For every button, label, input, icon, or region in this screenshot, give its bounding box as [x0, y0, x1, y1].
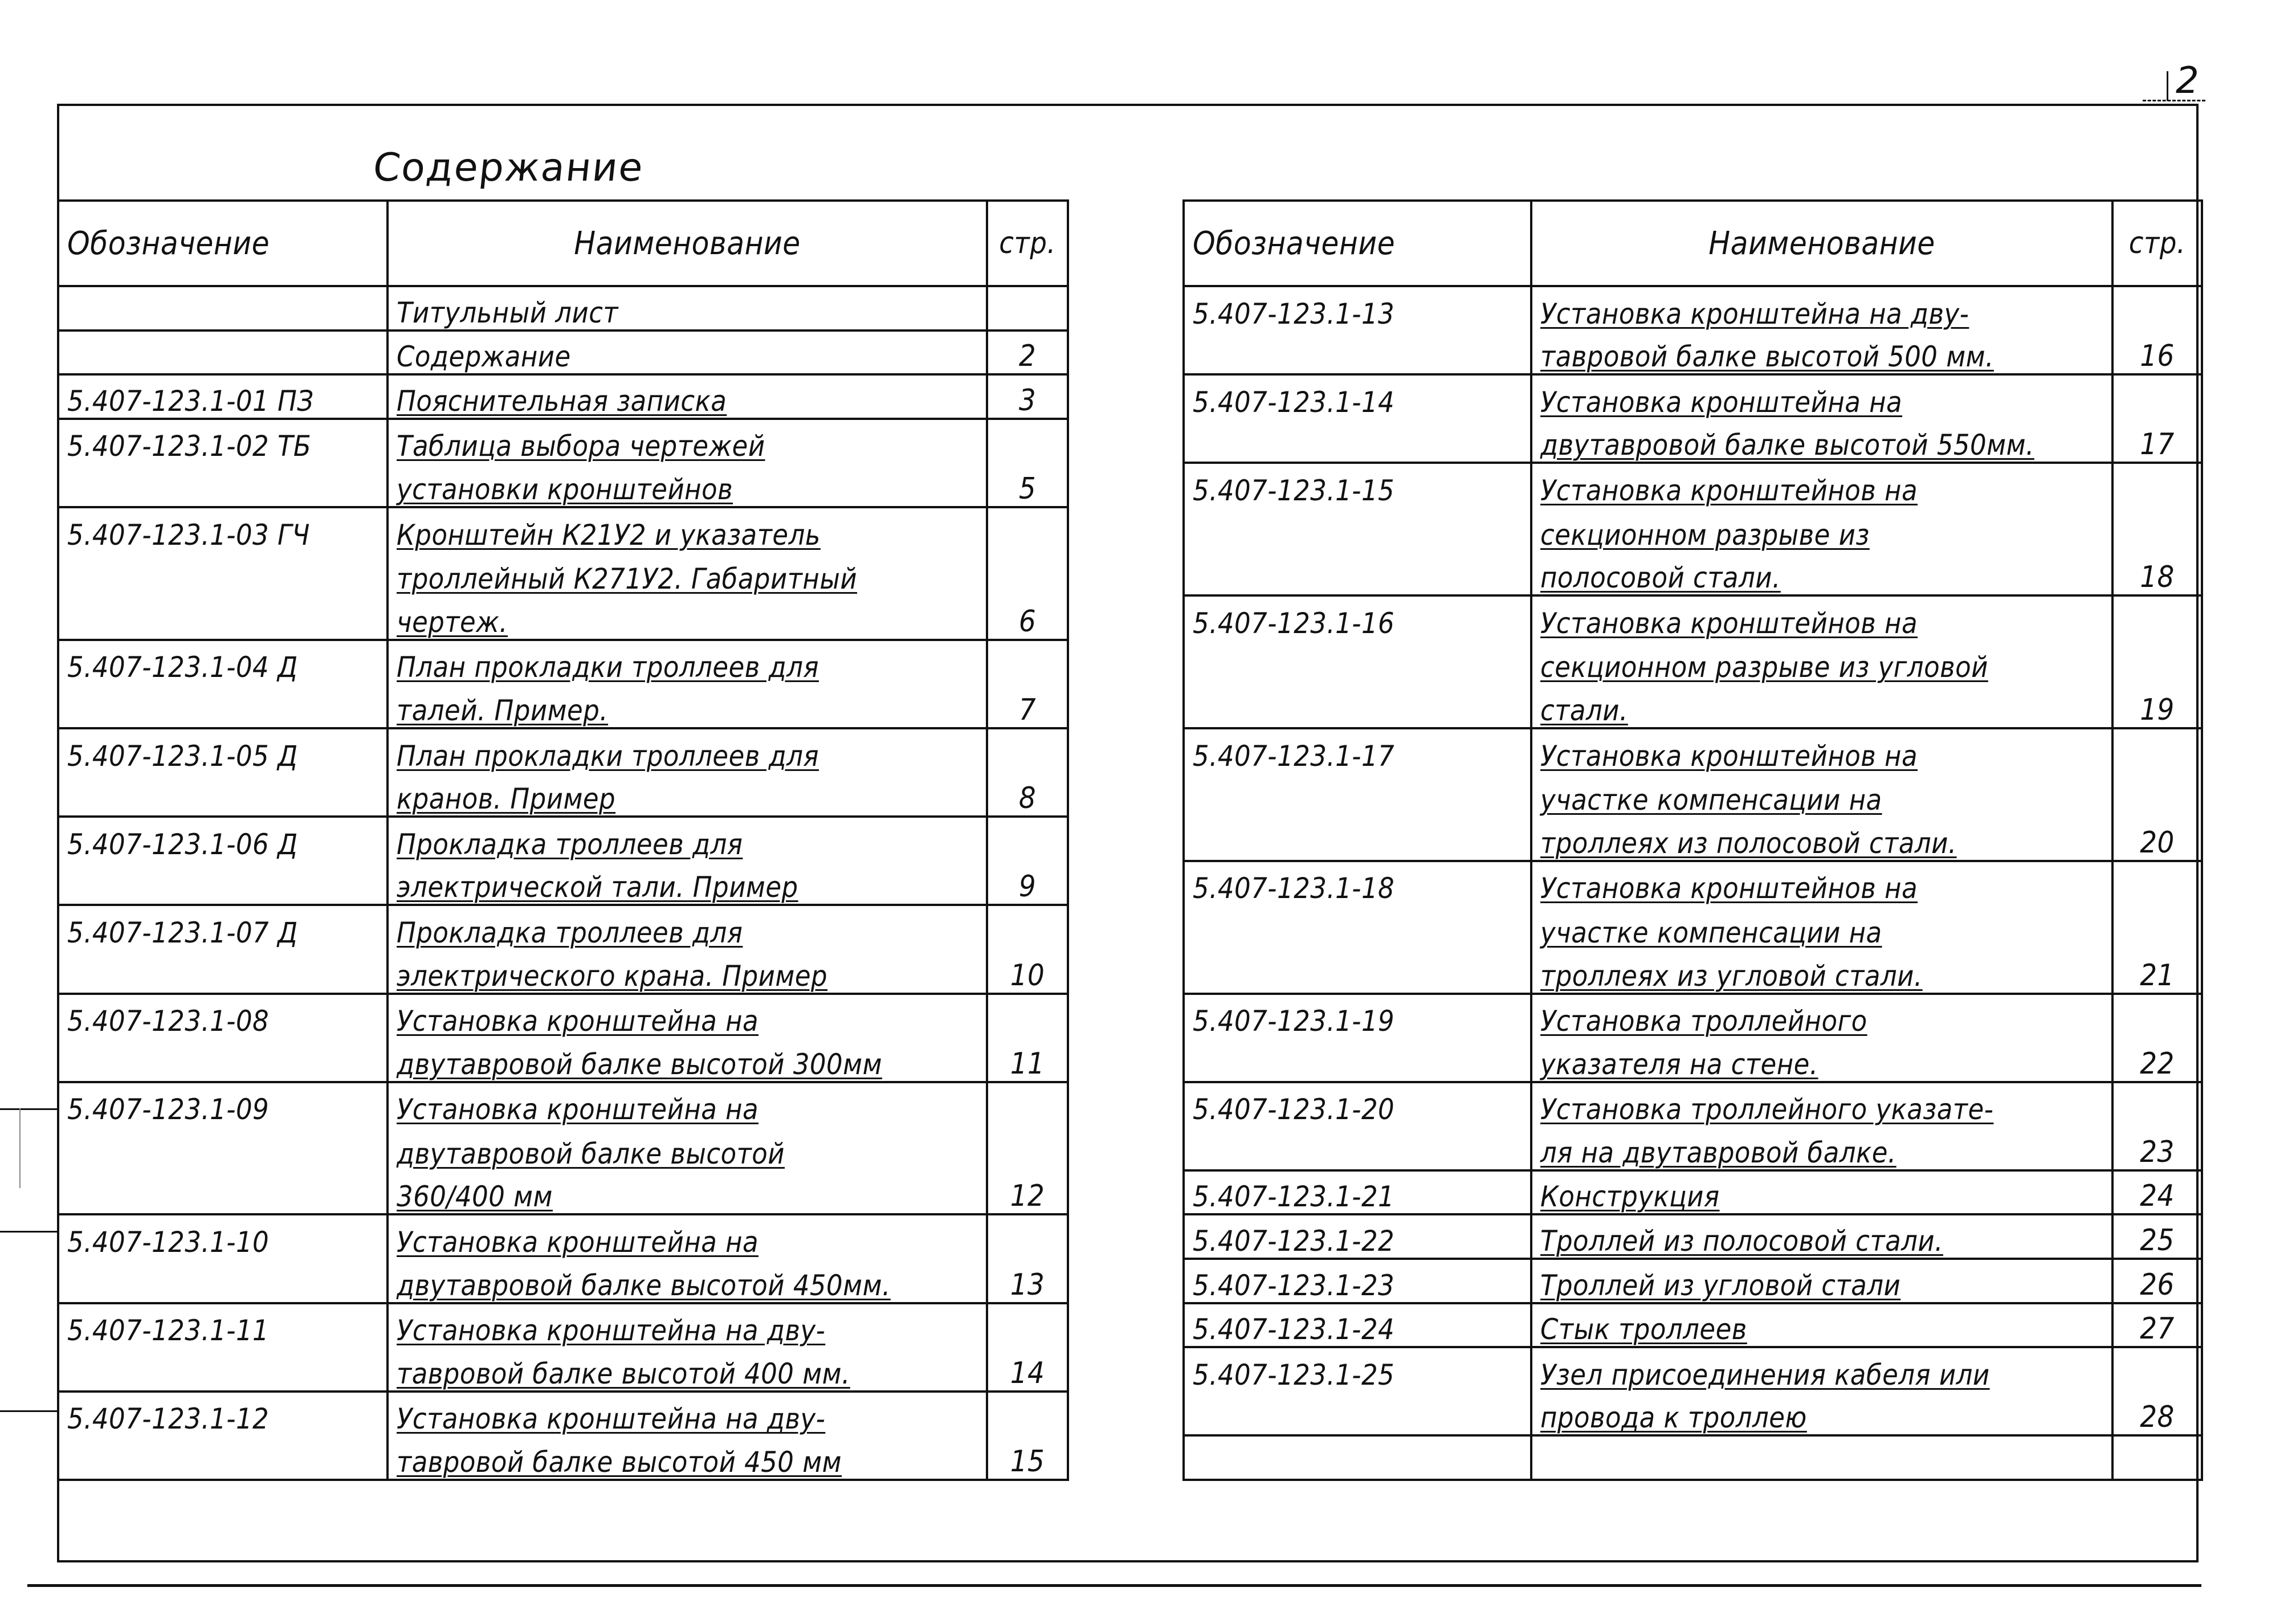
- row-name: тавровой балке высотой 400 мм.: [388, 1347, 987, 1392]
- table-row: [58, 1170, 1068, 1215]
- table-row: [58, 1347, 1068, 1392]
- row-designation: 5.407-123.1-03 ГЧ: [58, 507, 388, 552]
- table-row: [58, 861, 1068, 905]
- row-page: 16: [2112, 330, 2202, 375]
- row-name: кранов. Пример: [388, 773, 987, 817]
- table-row: [58, 640, 1068, 684]
- margin-tick: [0, 1108, 59, 1110]
- row-designation: [1184, 949, 1531, 994]
- row-designation: 5.407-123.1-05 Д: [58, 728, 388, 773]
- row-page: [2112, 773, 2202, 817]
- table-row: [1184, 1347, 2202, 1392]
- row-name: Стык троллеев: [1531, 1303, 2112, 1348]
- row-designation: [1184, 507, 1531, 552]
- row-designation: [1184, 419, 1531, 463]
- row-name: Узел присоединения кабеля или: [1531, 1347, 2112, 1392]
- row-designation: 5.407-123.1-20: [1184, 1082, 1531, 1127]
- margin-tick: [0, 1410, 59, 1412]
- row-designation: [1184, 817, 1531, 861]
- row-name: Кронштейн К21У2 и указатель: [388, 507, 987, 552]
- row-name: План прокладки троллеев для: [388, 728, 987, 773]
- row-designation: [58, 861, 388, 905]
- row-page: [2112, 374, 2202, 419]
- row-page: 17: [2112, 419, 2202, 463]
- header-name: Наименование: [1531, 201, 2112, 286]
- row-designation: 5.407-123.1-24: [1184, 1303, 1531, 1348]
- row-page: [987, 1392, 1068, 1436]
- row-page: 27: [2112, 1303, 2202, 1348]
- row-designation: 5.407-123.1-16: [1184, 595, 1531, 640]
- table-row: [1184, 286, 2202, 330]
- document-title: Содержание: [370, 145, 646, 190]
- row-designation: [1184, 773, 1531, 817]
- row-page: [987, 1126, 1068, 1170]
- row-name: тавровой балке высотой 450 мм: [388, 1435, 987, 1480]
- row-name: провода к троллею: [1531, 1392, 2112, 1436]
- row-page: 22: [2112, 1038, 2202, 1082]
- table-row: [1184, 949, 2202, 994]
- row-page: 6: [987, 595, 1068, 640]
- contents-table-left: [57, 199, 1069, 1481]
- table-row: [1184, 1038, 2202, 1082]
- row-page: [987, 905, 1068, 949]
- row-page: 9: [987, 861, 1068, 905]
- page-number: 2: [2176, 60, 2199, 102]
- table-header-row: [58, 201, 1068, 286]
- row-name: Троллей из полосовой стали.: [1531, 1214, 2112, 1259]
- row-designation: 5.407-123.1-12: [58, 1392, 388, 1436]
- row-name: План прокладки троллеев для: [388, 640, 987, 684]
- row-name: Установка кронштейна на: [1531, 374, 2112, 419]
- row-name: Конструкция: [1531, 1170, 2112, 1215]
- row-name: Установка кронштейна на дву-: [388, 1392, 987, 1436]
- row-page: [2112, 286, 2202, 330]
- row-page: 21: [2112, 949, 2202, 994]
- row-designation: [58, 595, 388, 640]
- row-page: [2112, 728, 2202, 773]
- table-row: [58, 773, 1068, 817]
- row-page: 24: [2112, 1170, 2202, 1215]
- row-page: 20: [2112, 817, 2202, 861]
- table-row: [1184, 374, 2202, 419]
- contents-table-right: [1182, 199, 2203, 1481]
- row-name: установки кронштейнов: [388, 463, 987, 507]
- row-name: Титульный лист: [388, 286, 987, 330]
- row-name: стали.: [1531, 684, 2112, 728]
- row-page: 8: [987, 773, 1068, 817]
- row-designation: [58, 1038, 388, 1082]
- table-row: [58, 1303, 1068, 1348]
- row-page: [987, 994, 1068, 1038]
- row-name: электрического крана. Пример: [388, 949, 987, 994]
- row-name: 360/400 мм: [388, 1170, 987, 1215]
- row-name: талей. Пример.: [388, 684, 987, 728]
- row-page: [987, 1303, 1068, 1348]
- header-designation: Обозначение: [58, 201, 388, 286]
- table-row: [1184, 1214, 2202, 1259]
- row-name: секционном разрыве из: [1531, 507, 2112, 552]
- row-name: указателя на стене.: [1531, 1038, 2112, 1082]
- row-name: Установка кронштейна на: [388, 1214, 987, 1259]
- margin-stub: [19, 1108, 21, 1188]
- table-header-row: [1184, 201, 2202, 286]
- row-name: участке компенсации на: [1531, 905, 2112, 949]
- table-row: [58, 595, 1068, 640]
- table-row: [1184, 1259, 2202, 1303]
- row-name: Установка кронштейна на: [388, 1082, 987, 1127]
- table-row: [1184, 994, 2202, 1038]
- table-row: [58, 728, 1068, 773]
- table-row: [58, 684, 1068, 728]
- row-designation: [58, 1435, 388, 1480]
- row-page: [987, 552, 1068, 596]
- table-row: [58, 1392, 1068, 1436]
- table-row: [1184, 1303, 2202, 1348]
- table-row: [1184, 1082, 2202, 1127]
- row-page: [2112, 1435, 2202, 1480]
- row-designation: 5.407-123.1-22: [1184, 1214, 1531, 1259]
- row-name: троллеях из угловой стали.: [1531, 949, 2112, 994]
- margin-tick: [0, 1231, 59, 1233]
- row-designation: [1184, 552, 1531, 596]
- table-row: [58, 905, 1068, 949]
- row-name: участке компенсации на: [1531, 773, 2112, 817]
- row-page: 23: [2112, 1126, 2202, 1170]
- row-designation: [58, 684, 388, 728]
- row-name: Таблица выбора чертежей: [388, 419, 987, 463]
- row-name: двутавровой балке высотой 550мм.: [1531, 419, 2112, 463]
- row-designation: [58, 330, 388, 375]
- table-row: [58, 463, 1068, 507]
- table-row: [58, 1214, 1068, 1259]
- row-page: [2112, 861, 2202, 905]
- row-page: [2112, 463, 2202, 507]
- table-row: [58, 1126, 1068, 1170]
- row-designation: 5.407-123.1-09: [58, 1082, 388, 1127]
- row-designation: 5.407-123.1-21: [1184, 1170, 1531, 1215]
- table-row: [1184, 552, 2202, 596]
- table-row: [58, 994, 1068, 1038]
- row-name: Установка кронштейнов на: [1531, 861, 2112, 905]
- row-page: 18: [2112, 552, 2202, 596]
- row-page: 7: [987, 684, 1068, 728]
- table-row: [1184, 330, 2202, 375]
- table-row: [1184, 640, 2202, 684]
- row-name: двутавровой балке высотой: [388, 1126, 987, 1170]
- row-page: [2112, 1347, 2202, 1392]
- row-name: Установка кронштейнов на: [1531, 463, 2112, 507]
- row-designation: 5.407-123.1-07 Д: [58, 905, 388, 949]
- table-row: [1184, 1435, 2202, 1480]
- row-name: Установка троллейного указате-: [1531, 1082, 2112, 1127]
- header-page: стр.: [987, 201, 1068, 286]
- table-row: [58, 419, 1068, 463]
- corner-tick: [2167, 71, 2168, 101]
- row-designation: [58, 1126, 388, 1170]
- table-row: [1184, 1170, 2202, 1215]
- row-designation: [58, 1347, 388, 1392]
- row-designation: [58, 552, 388, 596]
- row-page: [987, 419, 1068, 463]
- row-page: 28: [2112, 1392, 2202, 1436]
- table-row: [58, 374, 1068, 419]
- row-page: 10: [987, 949, 1068, 994]
- bottom-rule: [27, 1584, 2201, 1587]
- row-designation: [1184, 905, 1531, 949]
- row-name: Содержание: [388, 330, 987, 375]
- table-row: [1184, 419, 2202, 463]
- row-designation: 5.407-123.1-08: [58, 994, 388, 1038]
- row-page: [2112, 507, 2202, 552]
- row-designation: 5.407-123.1-06 Д: [58, 817, 388, 861]
- table-row: [1184, 595, 2202, 640]
- row-page: 26: [2112, 1259, 2202, 1303]
- row-page: 3: [987, 374, 1068, 419]
- row-designation: 5.407-123.1-25: [1184, 1347, 1531, 1392]
- table-row: [1184, 905, 2202, 949]
- table-row: [58, 286, 1068, 330]
- table-row: [58, 1038, 1068, 1082]
- row-name: Установка кронштейна на дву-: [388, 1303, 987, 1348]
- row-page: 15: [987, 1435, 1068, 1480]
- header-page: стр.: [2112, 201, 2202, 286]
- row-name: чертеж.: [388, 595, 987, 640]
- table-row: [58, 507, 1068, 552]
- row-name: двутавровой балке высотой 300мм: [388, 1038, 987, 1082]
- row-name: Троллей из угловой стали: [1531, 1259, 2112, 1303]
- row-name: Установка кронштейнов на: [1531, 728, 2112, 773]
- row-page: [2112, 640, 2202, 684]
- row-page: 13: [987, 1259, 1068, 1303]
- row-page: 25: [2112, 1214, 2202, 1259]
- table-row: [1184, 728, 2202, 773]
- row-designation: [58, 773, 388, 817]
- row-page: [987, 1214, 1068, 1259]
- row-name: ля на двутавровой балке.: [1531, 1126, 2112, 1170]
- row-designation: 5.407-123.1-02 ТБ: [58, 419, 388, 463]
- row-designation: [1184, 1126, 1531, 1170]
- row-page: 11: [987, 1038, 1068, 1082]
- row-designation: [1184, 330, 1531, 375]
- row-page: [987, 817, 1068, 861]
- row-name: Установка кронштейна на дву-: [1531, 286, 2112, 330]
- row-name: Установка кронштейнов на: [1531, 595, 2112, 640]
- row-page: 14: [987, 1347, 1068, 1392]
- row-designation: [1184, 1392, 1531, 1436]
- row-designation: [58, 949, 388, 994]
- row-designation: [1184, 1038, 1531, 1082]
- row-name: Прокладка троллеев для: [388, 817, 987, 861]
- row-name: Пояснительная записка: [388, 374, 987, 419]
- table-row: [58, 817, 1068, 861]
- table-row: [1184, 507, 2202, 552]
- header-name: Наименование: [388, 201, 987, 286]
- row-designation: [58, 1170, 388, 1215]
- row-page: [987, 640, 1068, 684]
- table-row: [1184, 861, 2202, 905]
- table-row: [1184, 463, 2202, 507]
- table-row: [58, 1082, 1068, 1127]
- row-designation: 5.407-123.1-10: [58, 1214, 388, 1259]
- row-page: [987, 728, 1068, 773]
- table-row: [1184, 817, 2202, 861]
- row-designation: [1184, 684, 1531, 728]
- row-name: Установка кронштейна на: [388, 994, 987, 1038]
- row-designation: [58, 1259, 388, 1303]
- row-name: секционном разрыве из угловой: [1531, 640, 2112, 684]
- row-page: [2112, 595, 2202, 640]
- row-name: полосовой стали.: [1531, 552, 2112, 596]
- row-page: [987, 286, 1068, 330]
- row-name: Установка троллейного: [1531, 994, 2112, 1038]
- row-page: [2112, 994, 2202, 1038]
- row-page: [2112, 1082, 2202, 1127]
- row-designation: 5.407-123.1-17: [1184, 728, 1531, 773]
- row-designation: 5.407-123.1-11: [58, 1303, 388, 1348]
- row-name: троллейный К271У2. Габаритный: [388, 552, 987, 596]
- table-row: [1184, 684, 2202, 728]
- row-name: [1531, 1435, 2112, 1480]
- row-designation: [1184, 640, 1531, 684]
- row-designation: [1184, 1435, 1531, 1480]
- row-name: электрической тали. Пример: [388, 861, 987, 905]
- row-designation: 5.407-123.1-15: [1184, 463, 1531, 507]
- row-page: 19: [2112, 684, 2202, 728]
- row-designation: 5.407-123.1-04 Д: [58, 640, 388, 684]
- row-designation: [58, 286, 388, 330]
- row-name: Прокладка троллеев для: [388, 905, 987, 949]
- row-name: троллеях из полосовой стали.: [1531, 817, 2112, 861]
- row-designation: 5.407-123.1-19: [1184, 994, 1531, 1038]
- row-page: 2: [987, 330, 1068, 375]
- header-designation: Обозначение: [1184, 201, 1531, 286]
- table-row: [1184, 1126, 2202, 1170]
- row-designation: [58, 463, 388, 507]
- row-page: [2112, 905, 2202, 949]
- row-page: [987, 507, 1068, 552]
- row-designation: 5.407-123.1-18: [1184, 861, 1531, 905]
- table-row: [58, 552, 1068, 596]
- table-row: [58, 330, 1068, 375]
- table-row: [58, 949, 1068, 994]
- row-page: 5: [987, 463, 1068, 507]
- table-row: [1184, 773, 2202, 817]
- row-name: двутавровой балке высотой 450мм.: [388, 1259, 987, 1303]
- row-designation: 5.407-123.1-23: [1184, 1259, 1531, 1303]
- row-page: 12: [987, 1170, 1068, 1215]
- row-designation: 5.407-123.1-14: [1184, 374, 1531, 419]
- table-row: [1184, 1392, 2202, 1436]
- table-row: [58, 1259, 1068, 1303]
- row-name: тавровой балке высотой 500 мм.: [1531, 330, 2112, 375]
- row-designation: 5.407-123.1-01 ПЗ: [58, 374, 388, 419]
- row-designation: 5.407-123.1-13: [1184, 286, 1531, 330]
- table-row: [58, 1435, 1068, 1480]
- row-page: [987, 1082, 1068, 1127]
